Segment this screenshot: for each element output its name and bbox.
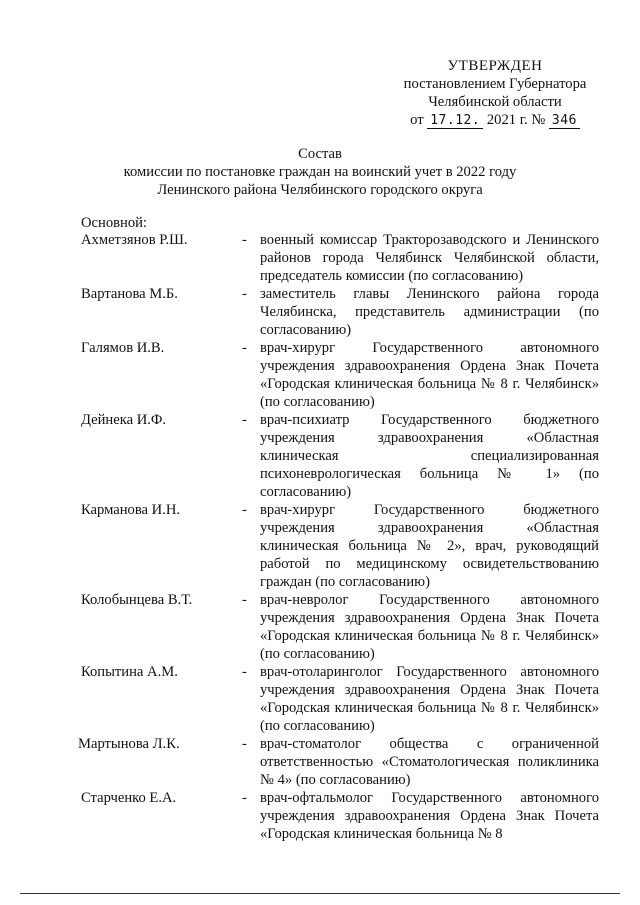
members-list xyxy=(78,231,599,843)
member-row xyxy=(81,411,599,501)
member-name: Ахметзянов Р.Ш. xyxy=(81,232,188,248)
member-name: Копытина А.М. xyxy=(81,664,178,680)
approval-year: 2021 г. № xyxy=(486,112,546,128)
member-name: Вартанова М.Б. xyxy=(81,286,178,302)
member-dash: - xyxy=(242,502,247,518)
member-description: врач-хирург Государственного автономного учреждения здравоохранения Ордена Знак Почета «Городская клиническая больница № 8 г. Челябинск» (по согласованию) xyxy=(260,340,599,410)
member-description: врач-психиатр Государственного бюджетного учреждения здравоохранения «Областная клиническая специализированная психоневрологическая больница № 1» (по согласованию) xyxy=(260,412,599,500)
member-description: заместитель главы Ленинского района города Челябинска, представитель администрации (по согласованию) xyxy=(260,286,599,338)
member-dash: - xyxy=(242,790,247,806)
member-description: врач-хирург Государственного бюджетного учреждения здравоохранения «Областная клиническая больница № 2», врач, руководящий работой по медицинскому освидетельствованию граждан (по согласованию) xyxy=(260,502,599,590)
member-description: врач-офтальмолог Государственного автономного учреждения здравоохранения Ордена Знак Почета «Городская клиническая больница № 8 xyxy=(260,790,599,842)
member-row xyxy=(81,663,599,735)
member-dash: - xyxy=(242,286,247,302)
member-description: врач-невролог Государственного автономного учреждения здравоохранения Ордена Знак Почета «Городская клиническая больница № 8 г. Челябинск» (по согласованию) xyxy=(260,592,599,662)
approval-number: 346 xyxy=(549,113,580,129)
member-name: Карманова И.Н. xyxy=(81,502,181,518)
approval-line-2: Челябинской области xyxy=(428,94,562,110)
date-prefix: от xyxy=(410,112,424,128)
document-heading xyxy=(60,145,580,199)
approval-date-line xyxy=(380,111,610,130)
member-name: Дейнека И.Ф. xyxy=(81,412,167,428)
member-dash: - xyxy=(242,664,247,680)
member-name: Старченко Е.А. xyxy=(81,790,177,806)
member-row xyxy=(78,735,599,789)
member-name: Колобынцева В.Т. xyxy=(81,592,193,608)
approval-title: УТВЕРЖДЕН xyxy=(447,58,543,74)
member-name: Мартынова Л.К. xyxy=(78,736,180,752)
member-row xyxy=(81,591,599,663)
member-description: врач-стоматолог общества с ограниченной ответственностью «Стоматологическая поликлиника № 4» (по согласованию) xyxy=(260,736,599,788)
member-description: врач-отоларинголог Государственного автономного учреждения здравоохранения Ордена Знак Почета «Городская клиническая больница № 8 г. Челябинск» (по согласованию) xyxy=(260,664,599,734)
section-label: Основной: xyxy=(81,215,147,231)
member-dash: - xyxy=(242,592,247,608)
approval-date: 17.12. xyxy=(427,113,483,129)
member-dash: - xyxy=(242,232,247,248)
member-dash: - xyxy=(242,736,247,752)
heading-line-3: Ленинского района Челябинского городского округа xyxy=(157,182,483,198)
member-row xyxy=(81,501,599,591)
member-description: военный комиссар Тракторозаводского и Ленинского районов города Челябинск Челябинской области, председатель комиссии (по согласованию) xyxy=(260,232,599,284)
member-dash: - xyxy=(242,412,247,428)
page-bottom-rule xyxy=(20,893,620,894)
member-row xyxy=(81,789,599,843)
member-row xyxy=(81,339,599,411)
member-row xyxy=(81,285,599,339)
approval-block xyxy=(380,57,610,130)
heading-line-2: комиссии по постановке граждан на воинский учет в 2022 году xyxy=(123,164,517,180)
member-name: Галямов И.В. xyxy=(81,340,165,356)
member-dash: - xyxy=(242,340,247,356)
heading-line-1: Состав xyxy=(298,146,342,162)
approval-line-1: постановлением Губернатора xyxy=(403,76,587,92)
member-row xyxy=(81,231,599,285)
